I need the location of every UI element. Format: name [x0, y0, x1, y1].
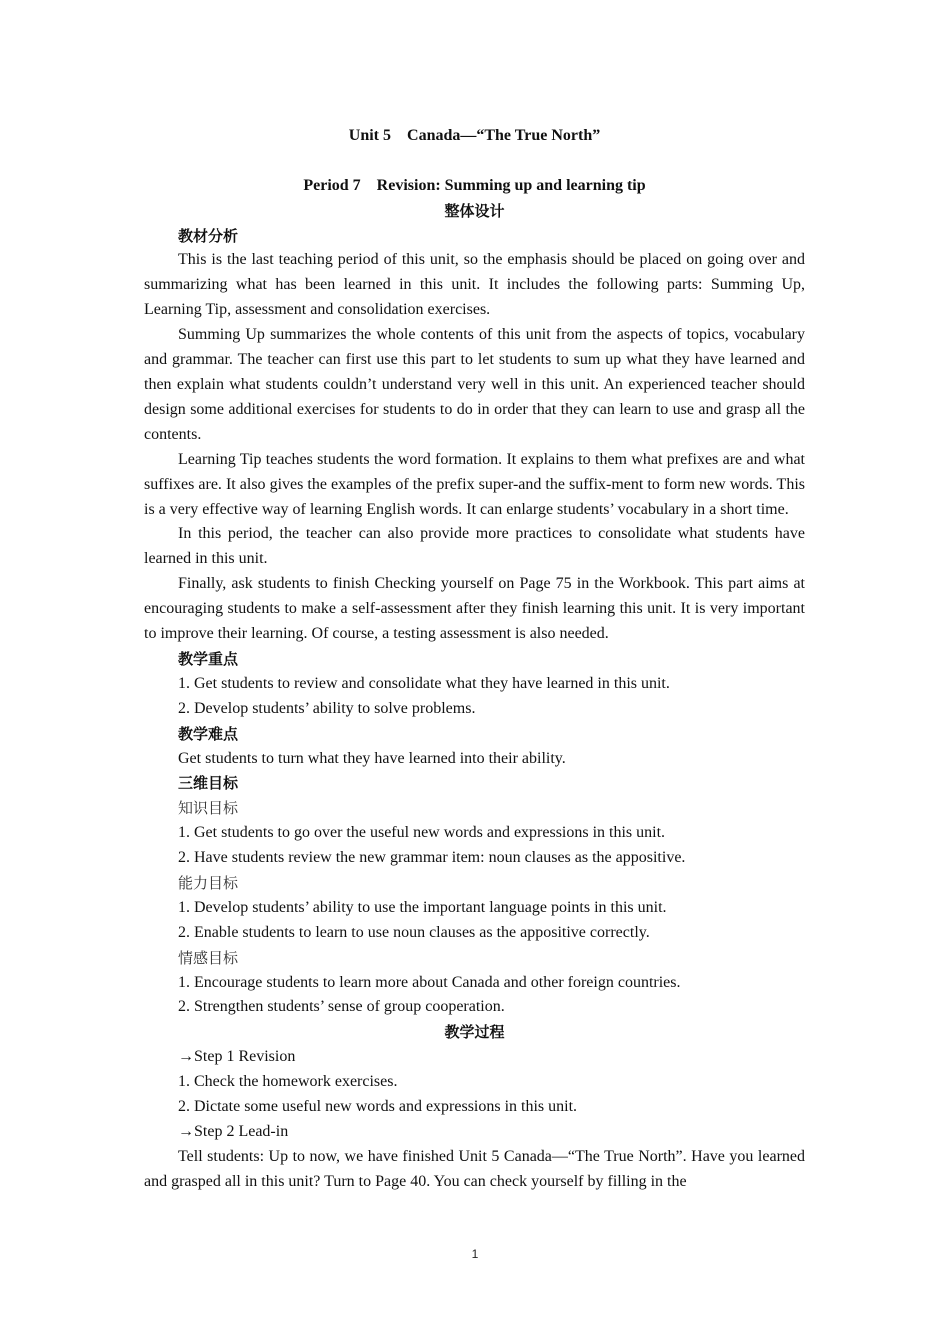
page-number: 1	[471, 1247, 479, 1261]
key-points-heading: 教学重点	[178, 649, 239, 668]
objectives-heading: 三维目标	[178, 774, 239, 793]
process-heading: 教学过程	[444, 1023, 505, 1042]
unit-title: Unit 5 Canada—“The True North”	[348, 127, 601, 144]
knowledge-item: 1. Get students to go over the useful new words and expressions in this unit.	[178, 824, 666, 842]
analysis-paragraph: Finally, ask students to finish Checking yourself on Page 75 in the Workbook. This part aims at encouraging students to make a self-assessment after they finish learning this unit. It is very important to improve their learning. Of course, a testing assessment is also needed.	[144, 575, 805, 643]
knowledge-heading: 知识目标	[178, 799, 239, 818]
knowledge-item: 2. Have students review the new grammar item: noun clauses as the appositive.	[178, 849, 686, 867]
analysis-paragraph: Summing Up summarizes the whole contents of this unit from the aspects of topics, vocabulary and grammar. The teacher can first use this part to let students to sum up what they have learned and then explain what students couldn’t understand very well in this unit. An experienced teacher should design some additional exercises for students to do in order that they can learn to use and grasp all the contents.	[144, 326, 805, 443]
emotion-item: 1. Encourage students to learn more about Canada and other foreign countries.	[178, 973, 681, 991]
overall-design-heading: 整体设计	[444, 201, 505, 220]
ability-item: 2. Enable students to learn to use noun clauses as the appositive correctly.	[178, 923, 650, 941]
emotion-item: 2. Strengthen students’ sense of group cooperation.	[178, 998, 505, 1016]
step-item: 2. Dictate some useful new words and expressions in this unit.	[178, 1097, 578, 1115]
key-point-item: 1. Get students to review and consolidate what they have learned in this unit.	[178, 674, 670, 692]
period-title: Period 7 Revision: Summing up and learning tip	[303, 176, 646, 194]
step-paragraph: Tell students: Up to now, we have finished Unit 5 Canada—“The True North”. Have you learned and grasped all in this unit? Turn to Page 40. You can check yourself by filling in the	[144, 1147, 805, 1190]
difficulties-heading: 教学难点	[178, 724, 239, 743]
step-item: 1. Check the homework exercises.	[178, 1073, 398, 1091]
difficulties-text: Get students to turn what they have learned into their ability.	[178, 749, 566, 767]
analysis-paragraph: Learning Tip teaches students the word formation. It explains to them what prefixes are and what suffixes are. It also gives the examples of the prefix super-and the suffix-ment to form new words. This is a very effective way of learning English words. It can enlarge students’ vocabulary in a short time.	[144, 450, 805, 518]
analysis-heading: 教材分析	[178, 226, 239, 245]
emotion-heading: 情感目标	[178, 948, 239, 967]
ability-item: 1. Develop students’ ability to use the important language points in this unit.	[178, 898, 667, 916]
ability-heading: 能力目标	[178, 873, 239, 892]
document-body	[144, 124, 805, 1195]
key-point-item: 2. Develop students’ ability to solve problems.	[178, 699, 476, 717]
spacer	[144, 149, 805, 174]
step-title: →Step 2 Lead-in	[178, 1122, 289, 1140]
analysis-paragraph: This is the last teaching period of this unit, so the emphasis should be placed on going over and summarizing what has been learned in this unit. It includes the following parts: Summing Up, Learning Tip, assessment and consolidation exercises.	[144, 251, 805, 319]
analysis-paragraph: In this period, the teacher can also provide more practices to consolidate what students have learned in this unit.	[144, 525, 805, 568]
step-title: →Step 1 Revision	[178, 1048, 296, 1066]
